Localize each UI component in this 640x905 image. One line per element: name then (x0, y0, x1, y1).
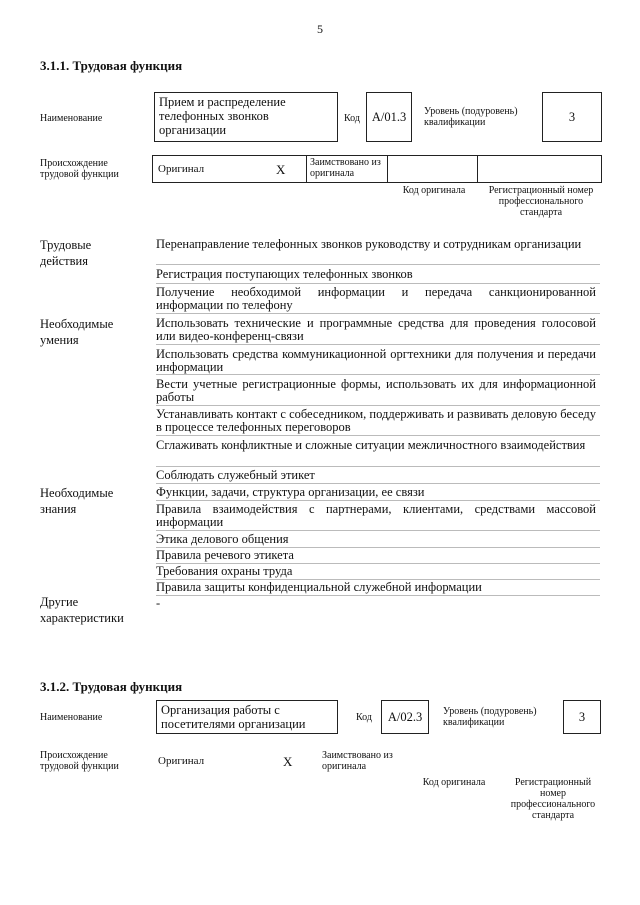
knowledge-item: Правила защиты конфиденциальной служебной информации (156, 580, 482, 594)
code-label-2: Код (356, 712, 372, 723)
function-name-box-2 (156, 700, 338, 734)
knowledge-label: Необходимые знания (40, 486, 114, 516)
code-box-2 (381, 700, 429, 734)
skill-item: Использовать средства коммуникационной оргтехники для получения и передачи информации (156, 347, 596, 374)
original-label: Оригинал (158, 163, 205, 175)
knowledge-item: Требования охраны труда (156, 564, 293, 578)
original-mark-2: X (283, 754, 293, 769)
original-label-2: Оригинал (158, 755, 205, 767)
code-value: A/01.3 (371, 109, 407, 124)
level-value-2: 3 (578, 709, 586, 724)
level-value: 3 (568, 109, 576, 124)
level-label-2: Уровень (подуровень) квалификации (443, 706, 537, 728)
function-name-value: Прием и распределение телефонных звонков организации (159, 95, 286, 137)
function-name-box (154, 92, 338, 142)
level-label: Уровень (подуровень) квалификации (424, 106, 518, 128)
other-value: - (156, 596, 161, 610)
original-mark: X (276, 162, 286, 177)
code-label: Код (344, 113, 360, 124)
code-box (366, 92, 412, 142)
labor-action-item: Регистрация поступающих телефонных звонков (156, 267, 413, 281)
labor-action-item: Перенаправление телефонных звонков руководству и сотрудникам организации (156, 237, 582, 251)
name-label-2: Наименование (40, 712, 103, 723)
knowledge-item: Правила взаимодействия с партнерами, клиентами, средствами массовой информации (156, 502, 596, 529)
skill-item: Вести учетные регистрационные формы, использовать их для информационной работы (156, 377, 596, 404)
skill-item: Соблюдать служебный этикет (156, 468, 315, 482)
origin-label: Происхождение трудовой функции (40, 158, 119, 180)
origin-label-2: Происхождение трудовой функции (40, 750, 119, 772)
borrowed-label: Заимствовано из оригинала (310, 157, 381, 179)
reg-number-caption: Регистрационный номер профессионального стандарта (488, 185, 594, 218)
level-box-2 (563, 700, 601, 734)
function-name-value-2: Организация работы с посетителями организации (161, 703, 306, 731)
other-label: Другие характеристики (40, 595, 124, 625)
section-title-3-1-1: 3.1.1. Трудовая функция (40, 58, 183, 73)
page-number: 5 (317, 22, 323, 36)
level-box (542, 92, 602, 142)
skills-label: Необходимые умения (40, 317, 114, 347)
code-original-caption-2: Код оригинала (422, 777, 486, 788)
code-value-2: A/02.3 (387, 709, 423, 724)
name-label: Наименование (40, 113, 103, 124)
reg-number-caption-2: Регистрационный номер профессионального стандарта (510, 777, 596, 821)
knowledge-item: Функции, задачи, структура организации, ее связи (156, 485, 425, 499)
borrowed-label-2: Заимствовано из оригинала (322, 750, 393, 772)
code-original-caption: Код оригинала (402, 185, 466, 196)
skill-item: Сглаживать конфликтные и сложные ситуации межличностного взаимодействия (156, 438, 586, 452)
knowledge-item: Правила речевого этикета (156, 548, 294, 562)
skill-item: Использовать технические и программные средства для проведения голосовой или видео-конференц-связи (156, 316, 596, 343)
labor-action-item: Получение необходимой информации и передача санкционированной информации по телефону (156, 285, 596, 312)
knowledge-item: Этика делового общения (156, 532, 289, 546)
skill-item: Устанавливать контакт с собеседником, поддерживать и развивать деловую беседу в процессе телефонных переговоров (156, 407, 596, 434)
labor-actions-label: Трудовые действия (40, 238, 92, 268)
section-title-3-1-2: 3.1.2. Трудовая функция (40, 679, 183, 694)
